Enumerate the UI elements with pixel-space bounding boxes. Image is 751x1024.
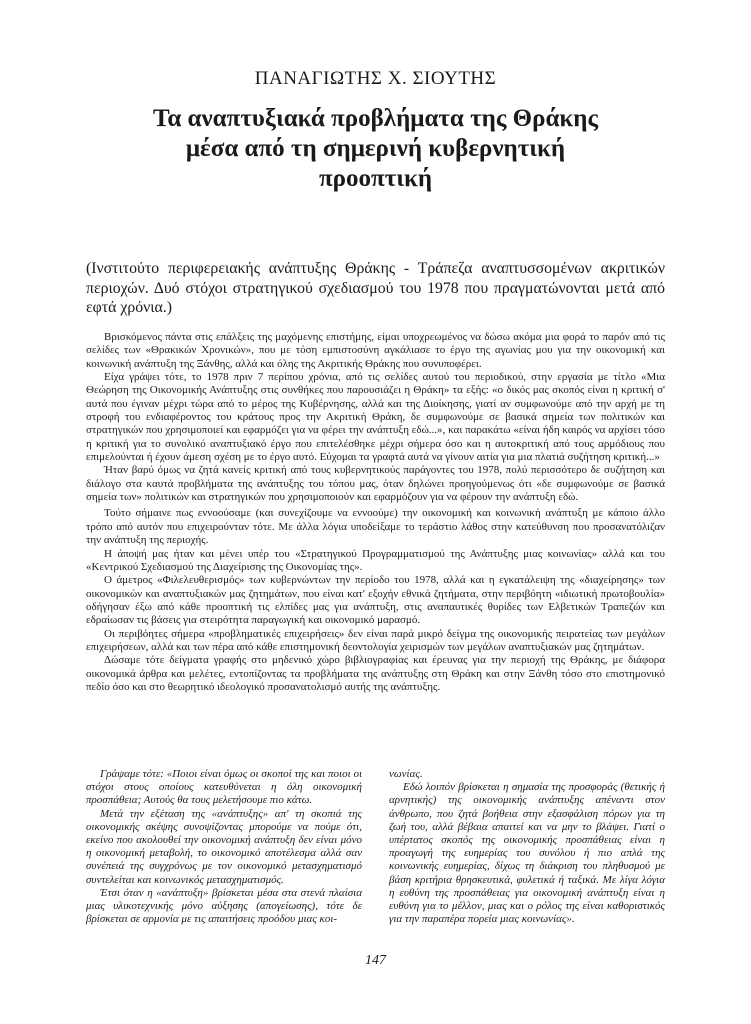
article-subtitle: (Ινστιτούτο περιφερειακής ανάπτυξης Θράκης - Τράπεζα αναπτυσσομένων ακριτικών περιοχών. Δυό στόχοι στρατηγικού σχεδιασμού του 1978 που πραγματώνονται μετά από εφτά χρόνια.) bbox=[86, 260, 665, 316]
column-paragraph: Μετά την εξέταση της «ανάπτυξης» απ' τη σκοπιά της οικονομικής σκέψης συνοψίζοντας μπορούμε να πούμε ότι, εκείνο που ακολουθεί την οικονομική ανάπτυξη δεν είναι μόνο η οικονομική μεταβολή, το οικονομικό αποτέλεσμα αλλά σαν συνέπειά της συγχρόνως με τον οικονομικό μετασχηματισμό συντελείται και κοινωνικός μετασχηματισμός. bbox=[86, 807, 362, 886]
column-paragraph: Γράψαμε τότε: «Ποιοι είναι όμως οι σκοποί της και ποιοι οι στόχοι στους οποίους κατευθύνεται η όλη οικονομική προσπάθεια; Αυτούς θα τους μελετήσουμε πιο κάτω. bbox=[86, 768, 362, 807]
title-line: προοπτική bbox=[318, 165, 433, 192]
body-paragraph: Είχα γράψει τότε, το 1978 πριν 7 περίπου χρόνια, από τις σελίδες αυτού του περιοδικού, στην εργασία με τίτλο «Μια Θεώρηση της Οικονομικής Ανάπτυξης στις συνθήκες που παρουσιάζει η Θράκη» τα εξής: «ο δικός μας σκοπός είναι η κριτική σ' αυτά που έγιναν μέχρι τώρα από το μέρος της Κυβέρνησης, αλλά και της Διοίκησης, γιατί αν συμφωνούμε από την αρχή με τη στροφή του ενδιαφέροντος του κράτους προς την Ακριτική Θράκη, δε συμφωνούμε σε βασικά σημεία των πολιτικών και στρατηγικών που χρησιμοποιεί και εφαρμόζει για να φέρει την ανάπτυξη εδώ...», και παρακάτω «είναι ήδη καιρός να αρχίσει τόσο η κριτική για το συνολικό αναπτυξιακό έργο που επιτελέσθηκε μέχρι σήμερα όσο και η αυτοκριτική από τους αρμόδιους που επιμελούνται ή έχουν άμεση σχέση με το έργο αυτό. Εύχομαι τα γραφτά αυτά να γίνουν αιτία για μια πλατιά συζήτηση κριτική...» bbox=[86, 371, 665, 464]
body-paragraph: Η άποψή μας ήταν και μένει υπέρ του «Στρατηγικού Προγραμματισμού της Ανάπτυξης μιας κοινωνίας» αλλά και του «Κεντρικού Σχεδιασμού της Διαχείρισης της Οικονομίας της». bbox=[86, 547, 665, 573]
body-paragraph: Τούτο σήμαινε πως εννοούσαμε (και συνεχίζουμε να εννοούμε) την οικονομική και κοινωνική ανάπτυξη με κάποιο άλλο τρόπο από αυτόν που επιχειρούνταν τότε. Με άλλα λόγια υποδείξαμε το τεράστιο λάθος στην κατεύθυνση που προσανατόλιζαν την ανάπτυξη της περιοχής. bbox=[86, 507, 665, 547]
body-paragraph: Οι περιβόητες σήμερα «προβληματικές επιχειρήσεις» δεν είναι παρά μικρό δείγμα της οικονομικής πειρατείας των μεγάλων επιχειρήσεων, αλλά και των πέρα από κάθε επιστημονική δεοντολογία χειρισμών των μεγάλων αναπτυξιακών μας ζητημάτων. bbox=[86, 627, 665, 653]
title-line: Τα αναπτυξιακά προβλήματα της Θράκης bbox=[152, 105, 599, 132]
two-column-quote bbox=[86, 768, 665, 938]
left-column bbox=[86, 768, 362, 926]
title-line: μέσα από τη σημερινή κυβερνητική bbox=[185, 135, 566, 162]
article-body bbox=[86, 331, 665, 694]
article-title bbox=[0, 104, 751, 194]
right-column bbox=[389, 768, 665, 926]
column-paragraph: Εδώ λοιπόν βρίσκεται η σημασία της προσφοράς (θετικής ή αρνητικής) της οικονομικής ανάπτυξης απέναντι στον άνθρωπο, που ζητά βοήθεια στην εξασφάλιση πόρων για τη ζωή του, αλλά βέβαια απαιτεί και να μην το βλάψει. Γιατί ο υπέρτατος σκοπός της οικονομικής προσπάθειας είναι η προαγωγή της ευημερίας του συνόλου ή πιο απλά της κοινωνικής ευημερίας, δίχως τη διάκριση του πληθυσμού με βάση κριτήρια θρησκευτικά, φυλετικά ή ταξικά. Με λίγα λόγια η ευθύνη της προσπάθειας για οικονομική ανάπτυξη είναι η ευθύνη για το μέλλον, μιας και ο ρόλος της είναι καθοριστικός για την παραπέρα πορεία μιας κοινωνίας». bbox=[389, 781, 665, 926]
column-paragraph: Έτσι όταν η «ανάπτυξη» βρίσκεται μέσα στα στενά πλαίσια μιας υλικοτεχνικής μόνο αύξησης (απογείωσης), τότε δε βρίσκεται σε αρμονία με τις απαιτήσεις προόδου μιας κοι- bbox=[86, 886, 362, 926]
column-paragraph: νωνίας. bbox=[389, 768, 423, 780]
body-paragraph: Ήταν βαρύ όμως να ζητά κανείς κριτική από τους κυβερνητικούς παράγοντες του 1978, πολύ περισσότερο δε συζήτηση και διάλογο στα καυτά προβλήματα της ανάπτυξης του τόπου μας, όταν δηλώνει προηγούμενως ότι «δε συμφωνούμε σε βασικά σημεία των» πολιτικών και στρατηγικών που χρησιμοποιούν και εφαρμόζουν για να φέρουν την ανάπτυξη εδώ. bbox=[86, 464, 665, 504]
body-paragraph: Βρισκόμενος πάντα στις επάλξεις της μαχόμενης επιστήμης, είμαι υποχρεωμένος να δώσω ακόμα μια φορά το παρόν από τις σελίδες των «Θρακικών Χρονικών», που με τόση εμπιστοσύνη αγκάλιασε το έργο της αγωνίας μου για την οικονομική και κοινωνική ανάπτυξη της Ξάνθης, αλλά και όλης της Ακριτικής Θράκης που συνυποφέρει. bbox=[86, 331, 665, 370]
body-paragraph: Ο άμετρος «Φιλελευθερισμός» των κυβερνώντων την περίοδο του 1978, αλλά και η εγκατάλειψη της «διαχείρησης» των οικονομικών και αναπτυξιακών μας ζητημάτων, που είναι κατ' εξοχήν εθνικά ζητήματα, στην περιβόητη «ιδιωτική πρωτοβουλία» οδήγησαν έξω από κάθε προοπτική τις ελπίδες μας για ανάπτυξη, στις αναπαυτικές θυρίδες των Ελβετικών Τραπεζών και εδραίωσαν τις βάσεις για στειρότητα παραγωγική και οικονομικό μαρασμό. bbox=[86, 574, 665, 627]
page-number: 147 bbox=[365, 953, 386, 968]
author-name: ΠΑΝΑΓΙΩΤΗΣ Χ. ΣΙΟΥΤΗΣ bbox=[254, 68, 497, 89]
body-paragraph: Δώσαμε τότε δείγματα γραφής στο μηδενικό χώρο βιβλιογραφίας και έρευνας για την περιοχή της Θράκης, με διάφορα οικονομικά άρθρα και μελέτες, εντοπίζοντας τα προβλήματα της ανάπτυξης στη Θράκη και στην Ξάνθη τόσο στο επιστημονικό πεδίο όσο και στο θεωρητικό ιδεολογικό προσανατολισμό αυτής της ανάπτυξης. bbox=[86, 654, 665, 693]
